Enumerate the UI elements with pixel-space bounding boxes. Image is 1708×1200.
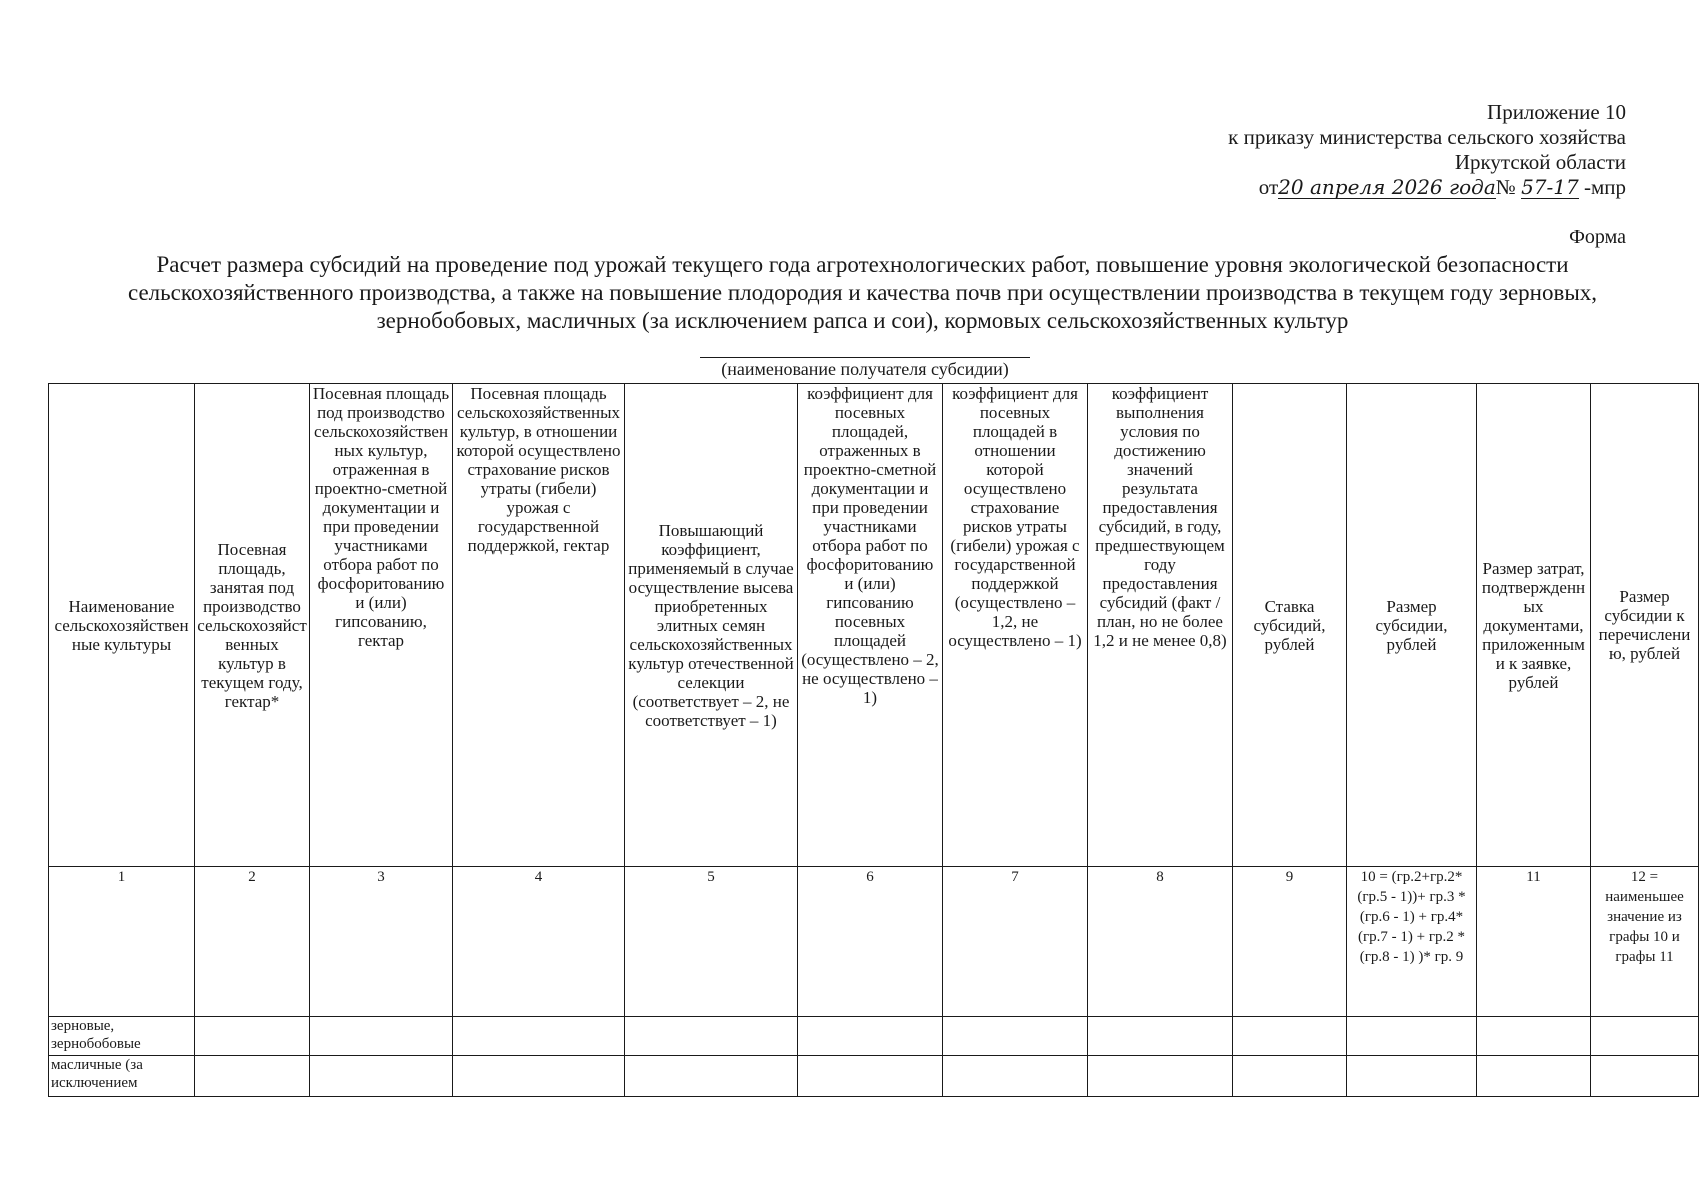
column-number-cell: 10 = (гр.2+гр.2*(гр.5 - 1))+ гр.3 *(гр.6 - 1) + гр.4*(гр.7 - 1) + гр.2 *(гр.8 - 1) )* гр. 9	[1347, 867, 1477, 1017]
empty-cell	[1591, 1017, 1699, 1056]
empty-cell	[1477, 1017, 1591, 1056]
header-cell: Наименование сельскохозяйственные культуры	[49, 384, 195, 867]
header-cell: Повышающий коэффициент, применяемый в случае осуществление высева приобретенных элитных семян сельскохозяйственных культур отечественной селекции (соответствует – 2, не соответствует – 1)	[625, 384, 798, 867]
subsidy-table	[48, 383, 1699, 1097]
number-suffix: -мпр	[1583, 175, 1626, 199]
appendix-date-line	[1228, 175, 1626, 200]
empty-cell	[1591, 1056, 1699, 1097]
empty-cell	[943, 1017, 1088, 1056]
empty-cell	[625, 1017, 798, 1056]
header-cell: коэффициент для посевных площадей в отношении которой осуществлено страхование рисков утраты (гибели) урожая с государственной поддержкой (осуществлено – 1,2, не осуществлено – 1)	[943, 384, 1088, 867]
column-number-cell: 8	[1088, 867, 1233, 1017]
header-cell: Посевная площадь сельскохозяйственных культур, в отношении которой осуществлено страхование рисков утраты (гибели) урожая с государственной поддержкой, гектар	[453, 384, 625, 867]
table-header-row	[49, 384, 1699, 867]
column-number-cell: 9	[1233, 867, 1347, 1017]
empty-cell	[1088, 1056, 1233, 1097]
header-cell: коэффициент для посевных площадей, отраженных в проектно-сметной документации и при проведении участниками отбора работ по фосфоритованию и (или) гипсованию посевных площадей (осуществлено – 2, не осуществлено – 1)	[798, 384, 943, 867]
empty-cell	[798, 1056, 943, 1097]
empty-cell	[195, 1056, 310, 1097]
header-cell: Посевная площадь, занятая под производство сельскохозяйственных культур в текущем году, гектар*	[195, 384, 310, 867]
column-number-cell: 12 = наименьшее значение из графы 10 и графы 11	[1591, 867, 1699, 1017]
column-number-cell: 4	[453, 867, 625, 1017]
appendix-line-1: Приложение 10	[1487, 100, 1626, 124]
crop-name-cell: зерновые, зернобобовые	[49, 1017, 195, 1056]
header-cell: Размер субсидии, рублей	[1347, 384, 1477, 867]
empty-cell	[310, 1056, 453, 1097]
empty-cell	[453, 1017, 625, 1056]
header-cell: Ставка субсидий, рублей	[1233, 384, 1347, 867]
empty-cell	[1477, 1056, 1591, 1097]
form-label: Форма	[1569, 226, 1626, 248]
empty-cell	[1233, 1056, 1347, 1097]
number-prefix: №	[1495, 175, 1516, 199]
empty-cell	[310, 1017, 453, 1056]
appendix-line-2: к приказу министерства сельского хозяйства	[1228, 125, 1626, 149]
empty-cell	[798, 1017, 943, 1056]
header-cell: Посевная площадь под производство сельскохозяйственных культур, отраженная в проектно-сметной документации и при проведении участниками отбора работ по фосфоритованию и (или) гипсованию, гектар	[310, 384, 453, 867]
from-prefix: от	[1258, 175, 1279, 199]
table-row	[49, 1017, 1699, 1056]
empty-cell	[1088, 1017, 1233, 1056]
empty-cell	[1233, 1017, 1347, 1056]
column-number-cell: 2	[195, 867, 310, 1017]
header-cell: Размер субсидии к перечислению, рублей	[1591, 384, 1699, 867]
appendix-line-3: Иркутской области	[1454, 150, 1626, 174]
handwritten-date: 20 апреля 2026 года	[1278, 175, 1496, 199]
header-cell: Размер затрат, подтвержденных документами, приложенными к заявке, рублей	[1477, 384, 1591, 867]
empty-cell	[943, 1056, 1088, 1097]
table-row	[49, 1056, 1699, 1097]
appendix-block	[1228, 100, 1626, 200]
empty-cell	[195, 1017, 310, 1056]
crop-name-cell: масличные (за исключением	[49, 1056, 195, 1097]
empty-cell	[1347, 1056, 1477, 1097]
handwritten-number: 57-17	[1521, 175, 1579, 199]
column-number-cell: 5	[625, 867, 798, 1017]
header-cell: коэффициент выполнения условия по достижению значений результата предоставления субсидий, в году, предшествующем году предоставления субсидий (факт / план, но не более 1,2 и не менее 0,8)	[1088, 384, 1233, 867]
empty-cell	[1347, 1017, 1477, 1056]
column-number-cell: 3	[310, 867, 453, 1017]
document-title: Расчет размера субсидий на проведение под урожай текущего года агротехнологических работ, повышение уровня экологической безопасности сельскохозяйственного производства, а также на повышение плодородия и качества почв при осуществлении производства в текущем году зерновых, зернобобовых, масличных (за исключением рапса и сои), кормовых сельскохозяйственных культур	[127, 252, 1598, 333]
column-number-row	[49, 867, 1699, 1017]
recipient-caption: (наименование получателя субсидии)	[700, 357, 1030, 379]
empty-cell	[453, 1056, 625, 1097]
column-number-cell: 7	[943, 867, 1088, 1017]
column-number-cell: 1	[49, 867, 195, 1017]
column-number-cell: 6	[798, 867, 943, 1017]
empty-cell	[625, 1056, 798, 1097]
column-number-cell: 11	[1477, 867, 1591, 1017]
